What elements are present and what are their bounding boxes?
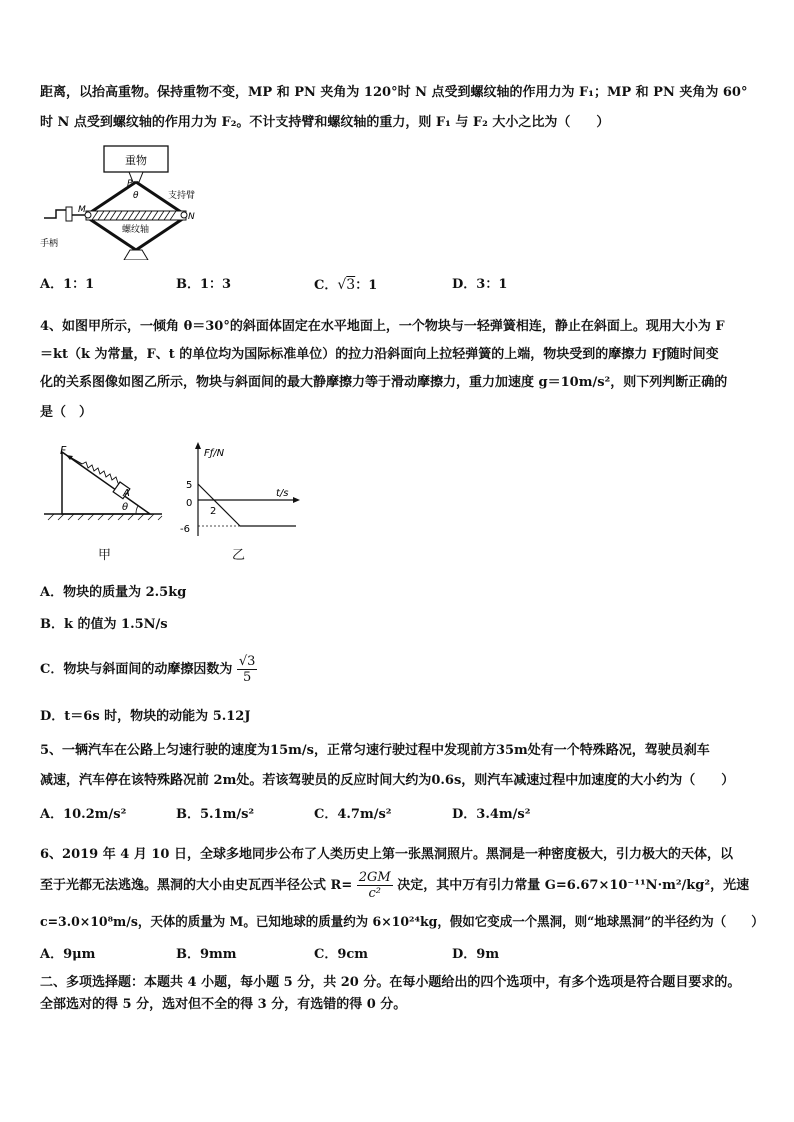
x-axis-label: t/s — [276, 488, 289, 499]
tick-2: 2 — [210, 506, 217, 517]
q5-line-1: 5、一辆汽车在公路上匀速行驶的速度为15m/s，正常匀速行驶过程中发现前方35m处有一个特殊路况，驾驶员刹车 — [40, 743, 710, 758]
label-p: P — [127, 179, 133, 189]
screw-label: 螺纹轴 — [122, 225, 150, 235]
q5-option-a: A．10.2m/s² — [40, 807, 127, 822]
joint-n — [181, 212, 187, 218]
q3-line-1: 距离，以抬高重物。保持重物不变，MP 和 PN 夹角为 120°时 N 点受到螺纹轴的作用力为 F₁；MP 和 PN 夹角为 60° — [40, 85, 748, 100]
q5-line-2: 减速，汽车停在该特殊路况前 2m处。若该驾驶员的反应时间大约为0.6s，则汽车减速过程中加速度的大小约为（ ） — [40, 773, 735, 788]
x-axis-arrow — [293, 497, 300, 503]
q6-option-a: A．9μm — [40, 947, 96, 962]
caption-jia: 甲 — [98, 548, 112, 563]
label-n: N — [188, 212, 195, 222]
jack-figure — [36, 140, 216, 260]
q6-line-3: c=3.0×10⁸m/s，天体的质量为 M。已知地球的质量约为 6×10²⁴kg，假如它变成一个黑洞，则“地球黑洞”的半径约为（ ） — [40, 915, 764, 930]
q4-option-a: A．物块的质量为 2.5kg — [40, 585, 187, 600]
label-m: M — [78, 205, 86, 215]
incline-body — [62, 452, 150, 514]
q4-option-c-text: C．物块与斜面间的动摩擦因数为 — [40, 662, 233, 677]
caption-yi: 乙 — [232, 548, 246, 563]
q6-line-2-end: 决定，其中万有引力常量 G=6.67×10⁻¹¹N·m²/kg²，光速 — [397, 878, 750, 893]
q4-line-4: 是（ ） — [40, 405, 93, 420]
q6-option-d: D．9m — [452, 947, 500, 962]
q3-option-d: D．3：1 — [452, 277, 508, 292]
q4-option-b: B．k 的值为 1.5N/s — [40, 617, 168, 632]
q3-option-c: C．√3：1 — [314, 277, 378, 293]
section2-line-1: 二、多项选择题：本题共 4 小题，每小题 5 分，共 20 分。在每小题给出的四个选项中，有多个选项是符合题目要求的。 — [40, 975, 741, 990]
support-arm-label: 支持臂 — [168, 191, 196, 201]
q4-line-3: 化的关系图像如图乙所示，物块与斜面间的最大静摩擦力等于滑动摩擦力，重力加速度 g＝10m/s²，则下列判断正确的 — [40, 375, 728, 390]
friction-line-slope — [198, 484, 240, 526]
ground-hatch — [48, 514, 162, 520]
handle-label: 手柄 — [40, 239, 59, 249]
weight-label: 重物 — [125, 154, 147, 167]
q3-option-c-prefix: C． — [314, 278, 338, 293]
q6-line-1: 6、2019 年 4 月 10 日，全球多地同步公布了人类历史上第一张黑洞照片。黑洞是一种密度极大，引力极大的天体，以 — [40, 847, 733, 862]
q4-option-c-fraction — [237, 654, 258, 685]
y-axis-arrow — [195, 442, 201, 449]
friction-graph — [172, 440, 302, 540]
q5-option-b: B．5.1m/s² — [176, 807, 255, 822]
q4-line-2: ＝kt（k 为常量，F、t 的单位均为国际标准单位）的拉力沿斜面向上拉轻弹簧的上端，物块受到的摩擦力 Fƒ随时间变 — [40, 347, 719, 362]
q3-option-a: A．1：1 — [40, 277, 95, 292]
q6-option-c: C．9cm — [314, 947, 369, 962]
section2-line-2: 全部选对的得 5 分，选对但不全的得 3 分，有选错的得 0 分。 — [40, 997, 407, 1012]
y-axis-label: Fƒ/N — [204, 448, 225, 459]
handle-block — [66, 207, 72, 221]
q4-option-c-denominator: 5 — [243, 670, 252, 685]
q4-option-c-numerator: √3 — [238, 654, 256, 669]
q4-option-c — [40, 652, 257, 688]
incline-figure — [44, 446, 164, 526]
schwarzschild-denominator: c² — [368, 886, 381, 901]
q6-line-2 — [40, 868, 749, 904]
base-pad — [124, 250, 148, 260]
label-f: F — [60, 446, 67, 457]
tick-0: 0 — [186, 498, 193, 509]
q3-option-b: B．1：3 — [176, 277, 232, 292]
joint-m — [85, 212, 91, 218]
q5-option-d: D．3.4m/s² — [452, 807, 531, 822]
q3-line-2: 时 N 点受到螺纹轴的作用力为 F₂。不计支持臂和螺纹轴的重力，则 F₁ 与 F₂ 大小之比为（ ） — [40, 115, 610, 130]
label-theta-jia: θ — [122, 502, 129, 513]
q6-line-2-start: 至于光都无法逃逸。黑洞的大小由史瓦西半径公式 R= — [40, 878, 353, 893]
tick-5: 5 — [186, 480, 193, 491]
q6-option-b: B．9mm — [176, 947, 237, 962]
label-a: A — [123, 488, 130, 499]
label-theta: θ — [133, 191, 139, 201]
q4-line-1: 4、如图甲所示，一倾角 θ＝30°的斜面体固定在水平地面上，一个物块与一轻弹簧相连，静止在斜面上。现用大小为 F — [40, 319, 725, 334]
schwarzschild-numerator: 2GM — [358, 870, 391, 885]
tick-neg6: -6 — [180, 524, 190, 535]
q5-option-c: C．4.7m/s² — [314, 807, 392, 822]
schwarzschild-fraction — [357, 870, 393, 901]
q3-option-c-suffix: ：1 — [355, 278, 378, 293]
q4-option-d: D．t＝6s 时，物块的动能为 5.12J — [40, 709, 251, 724]
